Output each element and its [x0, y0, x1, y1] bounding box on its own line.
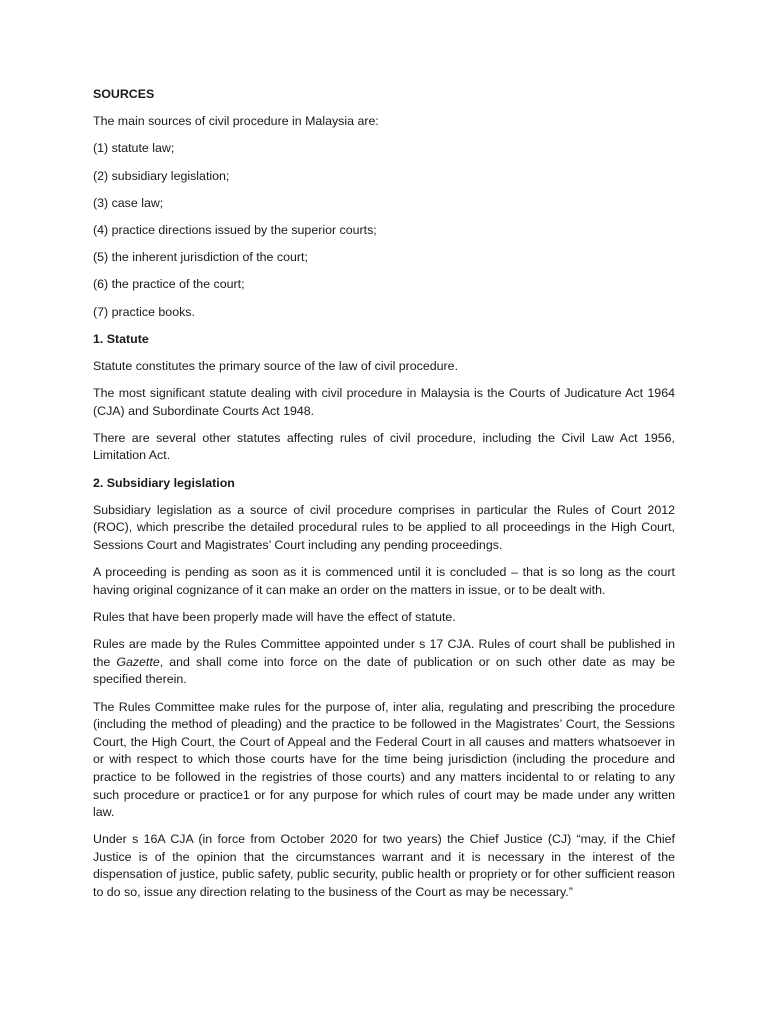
- paragraph: There are several other statutes affecting rules of civil procedure, including the Civil Law Act 1956, Limitation Act.: [93, 430, 675, 463]
- paragraph: A proceeding is pending as soon as it is commenced until it is concluded – that is so long as the court having original cognizance of it can make an order on the matters in issue, or to be dealt with.: [93, 565, 675, 597]
- sources-list: [93, 140, 675, 321]
- paragraph: Subsidiary legislation as a source of civil procedure comprises in particular the Rules of Court 2012 (ROC), which prescribe the detailed procedural rules to be applied to all proceedings in the High Court, Sessions Court and Magistrates’ Court including any pending proceedings.: [93, 502, 675, 552]
- list-item: (6) the practice of the court;: [93, 277, 245, 292]
- list-item: (1) statute law;: [93, 141, 175, 156]
- intro-paragraph: The main sources of civil procedure in Malaysia are:: [93, 114, 379, 129]
- list-item: (5) the inherent jurisdiction of the court;: [93, 250, 308, 265]
- paragraph: Rules that have been properly made will have the effect of statute.: [93, 609, 456, 624]
- text-run: , and shall come into force on the date of publication or on such other date as may be specified therein.: [93, 654, 675, 687]
- paragraph: The most significant statute dealing with civil procedure in Malaysia is the Courts of Judicature Act 1964 (CJA) and Subordinate Courts Act 1948.: [93, 386, 675, 418]
- list-item: (4) practice directions issued by the superior courts;: [93, 222, 377, 237]
- list-item: (2) subsidiary legislation;: [93, 168, 230, 183]
- document-title: SOURCES: [93, 87, 155, 101]
- paragraph: Statute constitutes the primary source of the law of civil procedure.: [93, 358, 459, 373]
- list-item: (7) practice books.: [93, 304, 195, 319]
- gazette-italic: Gazette: [116, 654, 160, 669]
- document-page: [93, 86, 675, 911]
- paragraph-gazette: [93, 636, 675, 689]
- section-heading-statute: 1. Statute: [93, 331, 149, 346]
- section-heading-subsidiary-legislation: 2. Subsidiary legislation: [93, 475, 235, 490]
- paragraph: Under s 16A CJA (in force from October 2020 for two years) the Chief Justice (CJ) “may, if the Chief Justice is of the opinion that the circumstances warrant and it is necessary in the interest of the dispensation of justice, public safety, public security, public health or propriety or for other sufficient reason to do so, issue any direction relating to the business of the Court as may be necessary.”: [93, 832, 675, 900]
- text-run: Rules are made by the Rules Committee appointed under s 17 CJA. Rules of court shall be published in the: [93, 637, 675, 669]
- list-item: (3) case law;: [93, 195, 164, 210]
- paragraph: The Rules Committee make rules for the purpose of, inter alia, regulating and prescribing the procedure (including the method of pleading) and the practice to be followed in the Magistrates’ Court, the Sessions Court, the High Court, the Court of Appeal and the Federal Court in all causes and matters whatsoever in or with respect to which those courts have for the time being jurisdiction (including the procedure and practice to be followed in the registries of those courts) and any matters incidental to or relating to any such procedure or practice1 or for any purpose for which rules of court may be made under any written law.: [93, 699, 675, 820]
